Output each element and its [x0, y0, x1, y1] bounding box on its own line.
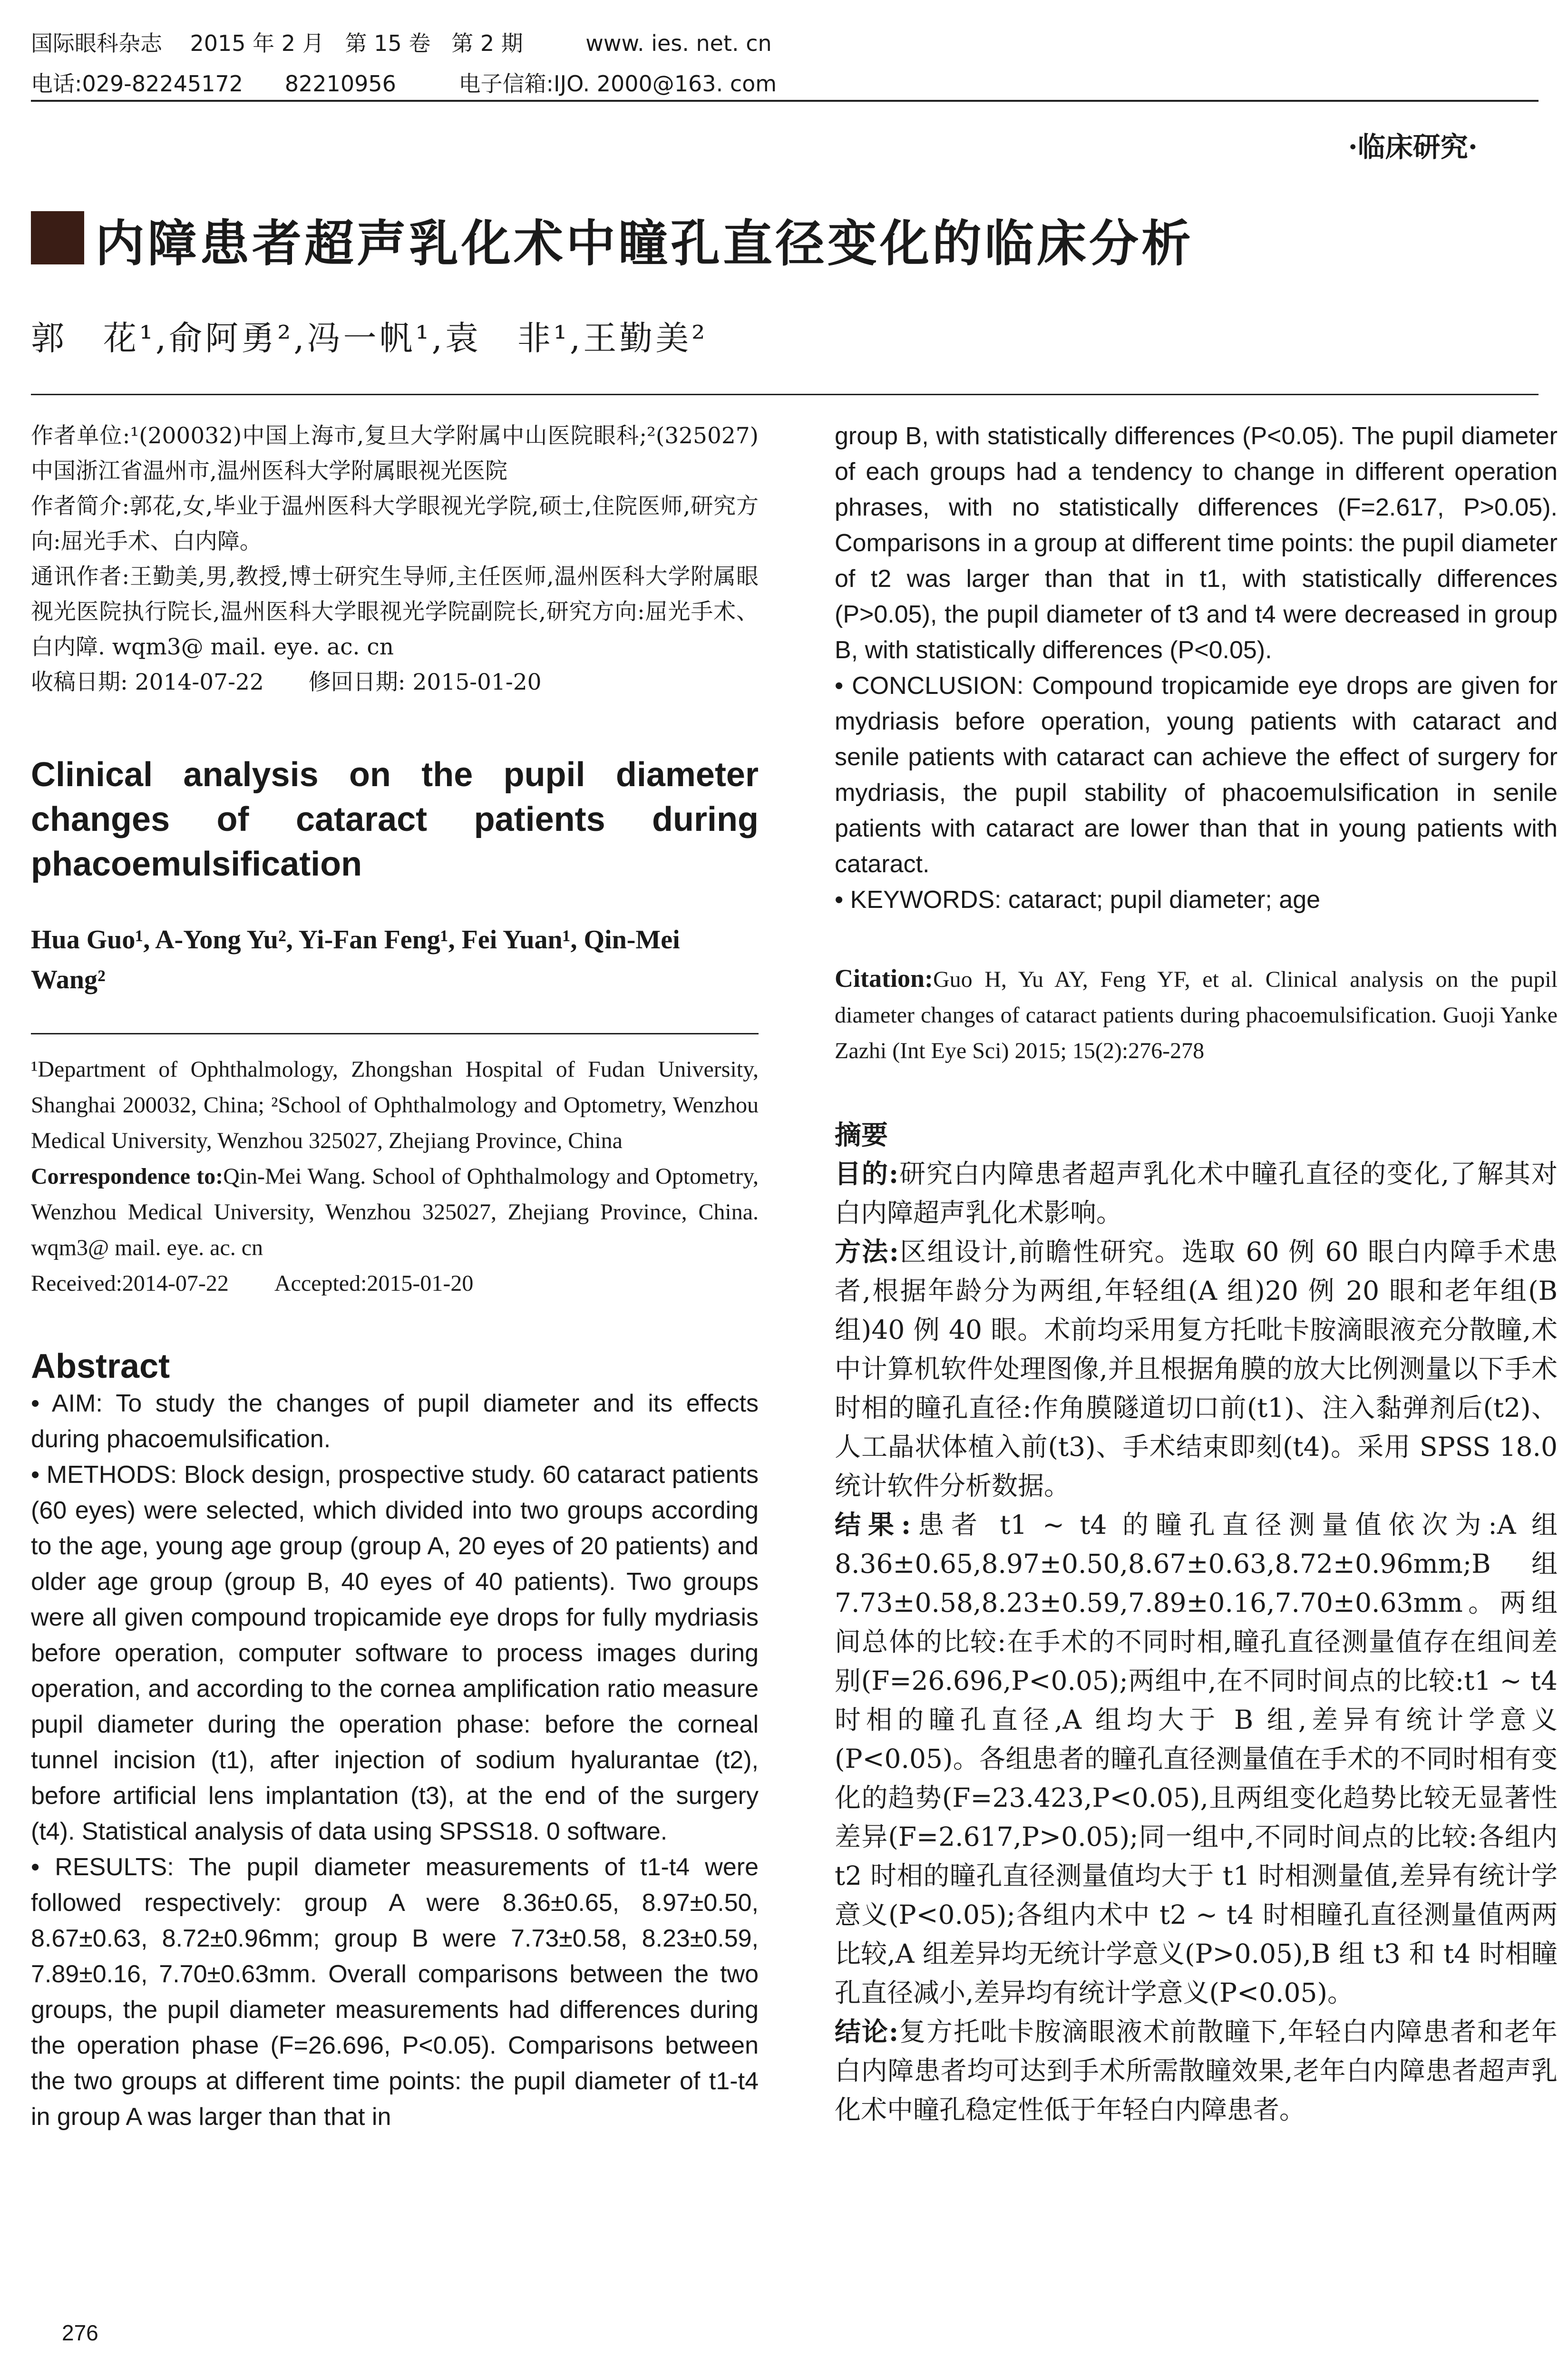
paper-title-cn: 内障患者超声乳化术中瞳孔直径变化的临床分析	[95, 214, 1194, 273]
citation-para	[835, 961, 1558, 1069]
affiliation-rule	[31, 1033, 759, 1034]
correspondence-text: Qin-Mei Wang. School of Ophthalmology and Optometry, Wenzhou Medical University, Wenzhou 325027, Zhejiang Province, China. wqm3@ mail. eye. ac. cn	[31, 1164, 759, 1260]
left-column	[31, 419, 759, 2135]
affiliation-en: ¹Department of Ophthalmology, Zhongshan Hospital of Fudan University, Shanghai 200032, China; ²School of Ophthalmology and Optometry, Wenzhou Medical University, Wenzhou 325027, Zhejiang Province, China	[31, 1057, 759, 1153]
abstract-cn-results	[835, 1505, 1558, 2012]
correspondence-en	[31, 1159, 759, 1266]
authors-en: Hua Guo¹, A-Yong Yu², Yi-Fan Feng¹, Fei Yuan¹, Qin-Mei Wang²	[31, 925, 680, 994]
abstract-cn-results-label: 结果:	[835, 1509, 911, 1540]
section-tag: ·临床研究·	[1348, 131, 1478, 163]
abstract-keywords: • KEYWORDS: cataract; pupil diameter; age	[835, 886, 1321, 914]
citation-label: Citation:	[835, 964, 933, 993]
abstract-cn-methods	[835, 1232, 1558, 1505]
abstract-cn-conclusion-label: 结论:	[835, 2016, 899, 2047]
citation-text: Guo H, Yu AY, Feng YF, et al. Clinical analysis on the pupil diameter changes of cataract patients during phacoemulsification. Guoji Yanke Zazhi (Int Eye Sci) 2015; 15(2):276-278	[835, 967, 1558, 1063]
citation-block	[835, 961, 1558, 1069]
authors-rule	[31, 394, 1539, 395]
dates-cn: 收稿日期: 2014-07-22 修回日期: 2015-01-20	[31, 669, 542, 695]
abstract-cn	[835, 1154, 1558, 2129]
abstract-results-part1: • RESULTS: The pupil diameter measurements of t1-t4 were followed respectively: group A were 8.36±0.65, 8.97±0.50, 8.67±0.63, 8.72±0.96mm; group B were 7.73±0.58, 8.23±0.59, 7.89±0.16, 7.70±0.63mm. Overall comparisons between the two groups, the pupil diameter measurements had differences during the operation phase (F=26.696, P<0.05). Comparisons between the two groups at different time points: the pupil diameter of t1-t4 in group A was larger than that in	[31, 1853, 759, 2131]
abstract-cn-aim	[835, 1154, 1558, 1232]
abstract-cn-methods-label: 方法:	[835, 1236, 899, 1267]
journal-header-line2: 电话:029-82245172 82210956 电子信箱:IJO. 2000@163. com	[31, 71, 777, 97]
abstract-heading-cn: 摘要	[835, 1120, 888, 1151]
title-first-char-logo: 白	[31, 211, 84, 264]
abstract-cn-aim-text: 研究白内障患者超声乳化术中瞳孔直径的变化,了解其对白内障超声乳化术影响。	[835, 1159, 1558, 1228]
authors-cn: 郭 花¹,俞阿勇²,冯一帆¹,袁 非¹,王勤美²	[31, 319, 708, 358]
author-info-cn	[31, 419, 759, 700]
journal-header-line1: 国际眼科杂志 2015 年 2 月 第 15 卷 第 2 期 www. ies. net. cn	[31, 30, 772, 56]
author-bio-cn: 作者简介:郭花,女,毕业于温州医科大学眼视光学院,硕士,住院医师,研究方向:屈光手术、白内障。	[31, 493, 759, 555]
corresponding-author-cn: 通讯作者:王勤美,男,教授,博士研究生导师,主任医师,温州医科大学附属眼视光医院执行院长,温州医科大学眼视光学院副院长,研究方向:屈光手术、白内障. wqm3@ mail. eye. ac. cn	[31, 564, 759, 660]
abstract-cn-aim-label: 目的:	[835, 1158, 899, 1189]
abstract-en-left	[31, 1386, 759, 2135]
abstract-en-right	[835, 419, 1558, 918]
received-accepted: Received:2014-07-22 Accepted:2015-01-20	[31, 1271, 474, 1296]
abstract-heading: Abstract	[31, 1347, 170, 1385]
abstract-cn-conclusion	[835, 2012, 1558, 2129]
affiliation-block	[31, 1052, 759, 1301]
author-affiliation-cn: 作者单位:¹(200032)中国上海市,复旦大学附属中山医院眼科;²(325027)中国浙江省温州市,温州医科大学附属眼视光医院	[31, 423, 759, 484]
header-rule	[31, 100, 1539, 102]
abstract-aim: • AIM: To study the changes of pupil diameter and its effects during phacoemulsification.	[31, 1390, 759, 1453]
paper-title-en: Clinical analysis on the pupil diameter changes of cataract patients during phacoemulsification	[31, 756, 759, 883]
abstract-results-part2: group B, with statistically differences (P<0.05). The pupil diameter of each groups had a tendency to change in different operation phrases, with no statistically differences (F=2.617, P>0.05). Comparisons in a group at different time points: the pupil diameter of t2 was larger than that in t1, with statistically differences (P>0.05), the pupil diameter of t3 and t4 were decreased in group B, with statistically differences (P<0.05).	[835, 422, 1558, 664]
abstract-conclusion: • CONCLUSION: Compound tropicamide eye drops are given for mydriasis before operation, young patients with cataract and senile patients with cataract can achieve the effect of surgery for mydriasis, the pupil stability of phacoemulsification in senile patients with cataract are lower than that in young patients with cataract.	[835, 672, 1558, 878]
abstract-cn-methods-text: 区组设计,前瞻性研究。选取 60 例 60 眼白内障手术患者,根据年龄分为两组,年轻组(A 组)20 例 20 眼和老年组(B 组)40 例 40 眼。术前均采用复方托吡卡胺滴眼液充分散瞳,术中计算机软件处理图像,并且根据角膜的放大比例测量以下手术时相的瞳孔直径:作角膜隧道切口前(t1)、注入黏弹剂后(t2)、人工晶状体植入前(t3)、手术结束即刻(t4)。采用 SPSS 18.0 统计软件分析数据。	[835, 1237, 1558, 1501]
abstract-cn-results-text: 患者 t1 ~ t4 的瞳孔直径测量值依次为:A 组 8.36±0.65,8.97±0.50,8.67±0.63,8.72±0.96mm;B 组 7.73±0.58,8.23±0.59,7.89±0.16,7.70±0.63mm。两组间总体的比较:在手术的不同时相,瞳孔直径测量值存在组间差别(F=26.696,P<0.05);两组中,在不同时间点的比较:t1 ~ t4 时相的瞳孔直径,A 组均大于 B 组,差异有统计学意义(P<0.05)。各组患者的瞳孔直径测量值在手术的不同时相有变化的趋势(F=23.423,P<0.05),且两组变化趋势比较无显著性差异(F=2.617,P>0.05);同一组中,不同时间点的比较:各组内 t2 时相的瞳孔直径测量值均大于 t1 时相测量值,差异有统计学意义(P<0.05);各组内术中 t2 ~ t4 时相瞳孔直径测量值两两比较,A 组差异均无统计学意义(P>0.05),B 组 t3 和 t4 时相瞳孔直径减小,差异均有统计学意义(P<0.05)。	[835, 1510, 1558, 2008]
abstract-methods: • METHODS: Block design, prospective study. 60 cataract patients (60 eyes) were selected, which divided into two groups according to the age, young age group (group A, 20 eyes of 20 patients) and older age group (group B, 40 eyes of 40 patients). Two groups were all given compound tropicamide eye drops for fully mydriasis before operation, computer software to process images during operation, and according to the cornea amplification ratio measure pupil diameter during the operation phase: before the corneal tunnel incision (t1), after injection of sodium hyalurantae (t2), before artificial lens implantation (t3), at the end of the surgery (t4). Statistical analysis of data using SPSS18. 0 software.	[31, 1461, 759, 1845]
right-column	[835, 419, 1558, 2129]
abstract-cn-conclusion-text: 复方托吡卡胺滴眼液术前散瞳下,年轻白内障患者和老年白内障患者均可达到手术所需散瞳效果,老年白内障患者超声乳化术中瞳孔稳定性低于年轻白内障患者。	[835, 2017, 1558, 2125]
page-number: 276	[62, 2320, 98, 2345]
correspondence-label: Correspondence to:	[31, 1164, 224, 1189]
